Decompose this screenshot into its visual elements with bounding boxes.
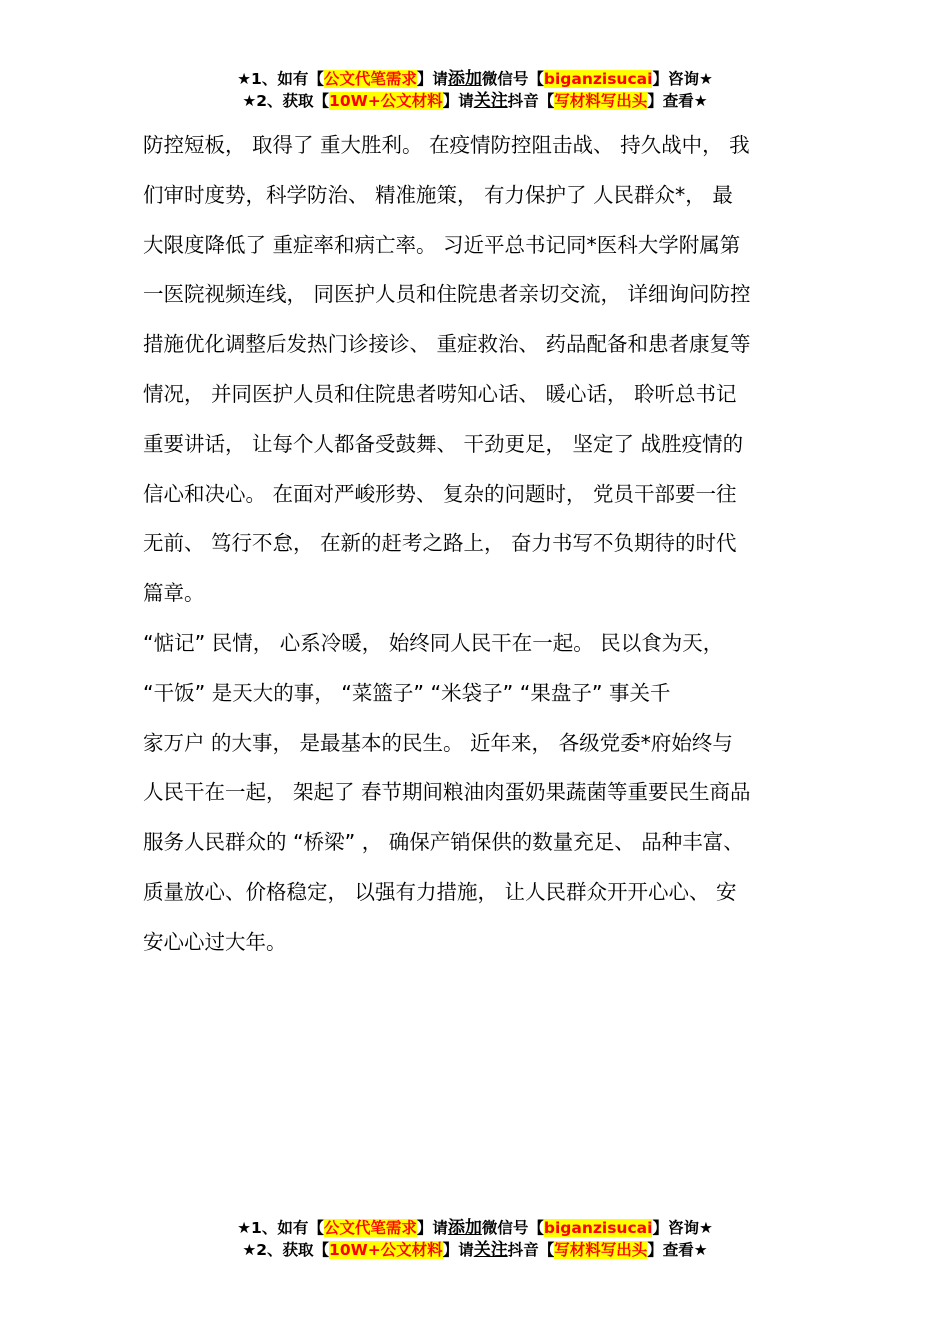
banner-underline: 添加: [447, 69, 482, 89]
banner-line-1: [0, 68, 950, 90]
banner-text: 】请: [416, 1219, 448, 1237]
body-line: 防控短板， 取得了 重大胜利。 在疫情防控阻击战、 持久战中， 我: [143, 133, 750, 157]
banner-text: ★2、获取【: [242, 1241, 330, 1259]
body-line: 情况， 并同医护人员和住院患者唠知心话、 暖心话， 聆听总书记: [143, 381, 737, 406]
banner-text: 】咨询★: [652, 70, 713, 88]
body-line: “惦记” 民情， 心系冷暖， 始终同人民干在一起。 民以食为天，: [143, 630, 724, 655]
banner-text: ★1、如有【: [237, 1219, 324, 1237]
banner-underline: 关注: [473, 91, 508, 111]
body-line: 家万户 的大事， 是最基本的民生。 近年来， 各级党委*府始终与: [143, 730, 733, 755]
banner-line-2: [0, 1239, 950, 1261]
banner-text: 】咨询★: [652, 1219, 713, 1237]
banner-text: 】请: [416, 70, 448, 88]
body-line: 质量放心、价格稳定， 以强有力措施， 让人民群众开开心心、 安: [143, 879, 737, 904]
banner-text: ★1、如有【: [237, 70, 324, 88]
banner-text: 抖音【: [507, 1241, 555, 1259]
body-line: 措施优化调整后发热门诊接诊、 重症救治、 药品配备和患者康复等: [143, 332, 751, 357]
banner-line-1: [0, 1217, 950, 1239]
banner-underline: 添加: [447, 1218, 482, 1238]
body-line: 服务人民群众的 “桥梁” ， 确保产销保供的数量充足、 品种丰富、: [143, 830, 744, 855]
body-line: 重要讲话， 让每个人都备受鼓舞、 干劲更足， 坚定了 战胜疫情的: [143, 431, 744, 456]
footer-banner: [0, 1217, 950, 1261]
banner-line-2: [0, 90, 950, 112]
banner-text: 】查看★: [647, 92, 708, 110]
document-body: [143, 121, 833, 968]
banner-underline: 关注: [473, 1240, 508, 1260]
banner-highlight: 10W+公文材料: [329, 1241, 443, 1259]
body-line: 安心心过大年。: [143, 929, 287, 954]
banner-text: 】请: [442, 1241, 474, 1259]
body-line: 大限度降低了 重症率和病亡率。 习近平总书记同*医科大学附属第: [143, 232, 741, 257]
banner-highlight: biganzisucai: [543, 1219, 653, 1237]
body-line: “干饭” 是天大的事， “菜篮子” “米袋子” “果盘子” 事关千: [143, 680, 671, 705]
body-line: 信心和决心。 在面对严峻形势、 复杂的问题时， 党员干部要一往: [143, 481, 737, 506]
banner-highlight: 公文代笔需求: [323, 70, 417, 88]
body-line: 一医院视频连线， 同医护人员和住院患者亲切交流， 详细询问防控: [143, 282, 751, 307]
banner-highlight: 10W+公文材料: [329, 92, 443, 110]
banner-highlight: 公文代笔需求: [323, 1219, 417, 1237]
banner-text: 】查看★: [647, 1241, 708, 1259]
body-line: 们审时度势，科学防治、 精准施策， 有力保护了 人民群众*， 最: [143, 182, 733, 207]
banner-text: 抖音【: [507, 92, 555, 110]
banner-text: ★2、获取【: [242, 92, 330, 110]
body-line: 人民干在一起， 架起了 春节期间粮油肉蛋奶果蔬菌等重要民生商品: [143, 780, 751, 805]
banner-text: 】请: [442, 92, 474, 110]
banner-text: 微信号【: [481, 70, 544, 88]
header-banner: [0, 68, 950, 112]
banner-highlight: 写材料写出头: [554, 1241, 648, 1259]
banner-text: 微信号【: [481, 1219, 544, 1237]
body-line: 篇章。: [143, 581, 205, 606]
banner-highlight: 写材料写出头: [554, 92, 648, 110]
banner-highlight: biganzisucai: [543, 70, 653, 88]
body-line: 无前、 笃行不怠， 在新的赶考之路上， 奋力书写不负期待的时代: [143, 531, 737, 556]
